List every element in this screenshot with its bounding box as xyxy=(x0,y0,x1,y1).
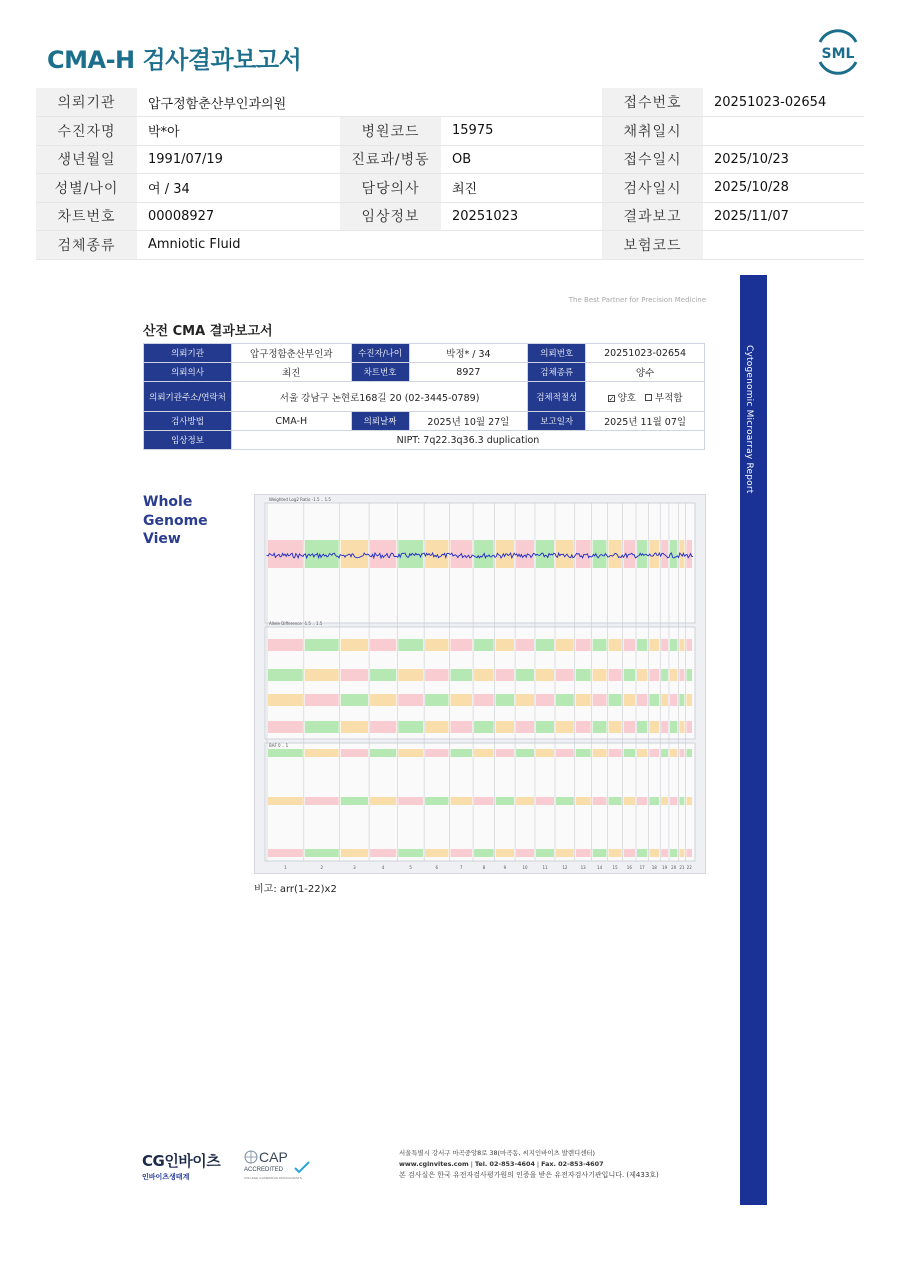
allele-band xyxy=(516,639,534,651)
info-label: 검체종류 xyxy=(36,231,137,260)
sml-logo-text: SML xyxy=(821,46,855,62)
allele-band xyxy=(624,694,635,706)
info-label: 차트번호 xyxy=(36,202,137,231)
baf-band xyxy=(398,749,423,757)
footer-cert: 본 검사실은 한국 유전자검사평가원의 인증을 받은 유전자검사기관입니다. (제433호) xyxy=(399,1171,659,1179)
chromosome-label: 16 xyxy=(626,865,632,870)
inner-label: 보고일자 xyxy=(528,412,586,431)
info-value: OB xyxy=(441,145,602,174)
allele-band xyxy=(649,721,659,733)
info-label: 병원코드 xyxy=(340,117,441,146)
log2-band xyxy=(398,540,423,568)
baf-band xyxy=(686,797,692,805)
allele-band xyxy=(556,669,574,681)
inner-row xyxy=(144,344,705,363)
chromosome-label: 21 xyxy=(679,865,685,870)
allele-band xyxy=(451,721,473,733)
info-label: 성별/나이 xyxy=(36,174,137,203)
allele-band xyxy=(679,694,684,706)
allele-band xyxy=(425,639,448,651)
allele-band xyxy=(398,694,423,706)
chromosome-label: 10 xyxy=(522,865,528,870)
allele-band xyxy=(268,669,303,681)
info-value: Amniotic Fluid xyxy=(137,231,602,260)
allele-band xyxy=(451,639,473,651)
baf-band xyxy=(398,797,423,805)
chromosome-label: 6 xyxy=(435,865,439,870)
allele-band xyxy=(624,721,635,733)
info-label: 보험코드 xyxy=(602,231,703,260)
info-value: 2025/10/23 xyxy=(703,145,864,174)
inner-label: 의뢰날짜 xyxy=(351,412,409,431)
allele-band xyxy=(556,639,574,651)
cap-sub: COLLEGE of AMERICAN PATHOLOGISTS xyxy=(244,1176,302,1180)
chromosome-label: 7 xyxy=(460,865,463,870)
allele-band xyxy=(398,639,423,651)
info-value: 2025/11/07 xyxy=(703,202,864,231)
footer-fax: Fax. 02-853-4607 xyxy=(541,1160,604,1168)
baf-band xyxy=(661,749,668,757)
info-row xyxy=(36,202,864,231)
sml-logo xyxy=(812,28,864,76)
chromosome-label: 15 xyxy=(612,865,618,870)
allele-band xyxy=(268,639,303,651)
allele-band xyxy=(679,721,684,733)
baf-band xyxy=(637,749,647,757)
info-label: 진료과/병동 xyxy=(340,145,441,174)
inner-report-table xyxy=(143,343,705,450)
allele-band xyxy=(609,721,622,733)
baf-band xyxy=(474,849,494,857)
report-sidebar xyxy=(740,275,767,1205)
baf-band xyxy=(536,749,554,757)
baf-band xyxy=(425,749,448,757)
allele-band xyxy=(670,669,677,681)
inner-value: 양수 xyxy=(586,363,705,382)
allele-band xyxy=(451,669,473,681)
baf-band xyxy=(593,749,607,757)
inner-label: 검체적절성 xyxy=(528,382,586,412)
inner-value: CMA-H xyxy=(232,412,352,431)
info-label: 접수번호 xyxy=(602,88,703,117)
inner-value: 서울 강남구 논현로168길 20 (02-3445-0789) xyxy=(232,382,528,412)
info-value: 여 / 34 xyxy=(137,174,340,203)
allele-band xyxy=(370,639,396,651)
allele-band xyxy=(474,669,494,681)
allele-band xyxy=(268,721,303,733)
log2-band xyxy=(670,540,677,568)
log2-band xyxy=(370,540,396,568)
allele-band xyxy=(649,669,659,681)
chromosome-label: 2 xyxy=(320,865,324,870)
allele-band xyxy=(624,669,635,681)
inner-value: 8927 xyxy=(409,363,528,382)
allele-band xyxy=(474,694,494,706)
allele-band xyxy=(305,639,339,651)
baf-band xyxy=(624,749,635,757)
inner-label: 차트번호 xyxy=(351,363,409,382)
baf-band xyxy=(516,849,534,857)
log2-band xyxy=(305,540,339,568)
baf-band xyxy=(686,749,692,757)
panel2-label: Allele Difference -1.5 .. 1.5 xyxy=(269,621,323,626)
allele-band xyxy=(425,694,448,706)
footer-contact xyxy=(399,1148,659,1181)
baf-band xyxy=(661,849,668,857)
chromosome-label: 13 xyxy=(580,865,586,870)
chromosome-label: 19 xyxy=(662,865,668,870)
baf-band xyxy=(661,797,668,805)
baf-band xyxy=(576,797,591,805)
chromosome-label: 3 xyxy=(353,865,356,870)
baf-band xyxy=(624,797,635,805)
chromosome-label: 5 xyxy=(409,865,412,870)
allele-band xyxy=(474,721,494,733)
chromosome-label: 17 xyxy=(639,865,645,870)
inner-value: 압구정함춘산부인과 xyxy=(232,344,352,363)
baf-band xyxy=(576,849,591,857)
baf-band xyxy=(593,849,607,857)
info-label: 채취일시 xyxy=(602,117,703,146)
cap-accredited: ACCREDITED xyxy=(244,1167,284,1173)
allele-band xyxy=(268,694,303,706)
cg-invites-logo xyxy=(142,1150,220,1182)
allele-band xyxy=(370,694,396,706)
baf-band xyxy=(670,749,677,757)
inner-report-title: 산전 CMA 결과보고서 xyxy=(143,324,273,339)
allele-band xyxy=(305,721,339,733)
chromosome-label: 20 xyxy=(671,865,677,870)
allele-band xyxy=(556,721,574,733)
allele-band xyxy=(609,669,622,681)
allele-band xyxy=(661,721,668,733)
allele-band xyxy=(536,639,554,651)
allele-band xyxy=(496,639,514,651)
info-row xyxy=(36,88,864,117)
allele-band xyxy=(576,639,591,651)
whole-genome-label: Whole Genome View xyxy=(143,494,208,547)
baf-band xyxy=(268,749,303,757)
info-value: 15975 xyxy=(441,117,602,146)
footer-contacts-line: www.cginvites.com | Tel. 02-853-4604 | Fax. 02-853-4607 xyxy=(399,1160,604,1168)
chromosome-label: 1 xyxy=(284,865,287,870)
allele-band xyxy=(496,669,514,681)
whole-genome-plot xyxy=(254,494,706,874)
allele-band xyxy=(398,721,423,733)
allele-band xyxy=(576,669,591,681)
inner-label: 임상정보 xyxy=(144,431,232,450)
info-label: 결과보고 xyxy=(602,202,703,231)
info-value: 20251023 xyxy=(441,202,602,231)
allele-band xyxy=(686,694,692,706)
baf-band xyxy=(649,849,659,857)
allele-band xyxy=(516,721,534,733)
baf-band xyxy=(649,749,659,757)
baf-band xyxy=(593,797,607,805)
inner-value: 최진 xyxy=(232,363,352,382)
baf-band xyxy=(679,749,684,757)
allele-band xyxy=(576,694,591,706)
chromosome-label: 8 xyxy=(482,865,486,870)
allele-band xyxy=(536,694,554,706)
baf-band xyxy=(341,797,368,805)
inner-label: 수진자/나이 xyxy=(351,344,409,363)
baf-band xyxy=(305,849,339,857)
sidebar-text: Cytogenomic Microarray Report xyxy=(744,345,754,494)
allele-band xyxy=(637,721,647,733)
allele-band xyxy=(556,694,574,706)
allele-band xyxy=(496,694,514,706)
allele-band xyxy=(305,694,339,706)
baf-band xyxy=(370,749,396,757)
info-label: 검사일시 xyxy=(602,174,703,203)
info-value xyxy=(703,117,864,146)
baf-band xyxy=(536,849,554,857)
baf-band xyxy=(370,797,396,805)
chromosome-label: 11 xyxy=(542,865,548,870)
allele-band xyxy=(686,639,692,651)
allele-band xyxy=(496,721,514,733)
panel1-label: Weighted Log2 Ratio -1.5 .. 1.5 xyxy=(269,497,331,502)
allele-band xyxy=(536,669,554,681)
allele-band xyxy=(649,639,659,651)
inner-row xyxy=(144,431,705,450)
baf-band xyxy=(341,849,368,857)
baf-band xyxy=(474,749,494,757)
adequacy-option-ok: 양호 xyxy=(617,392,636,404)
chromosome-label: 22 xyxy=(686,865,692,870)
info-value: 1991/07/19 xyxy=(137,145,340,174)
info-label: 수진자명 xyxy=(36,117,137,146)
log2-band xyxy=(661,540,668,568)
check-icon xyxy=(295,1162,309,1172)
baf-band xyxy=(451,849,473,857)
info-value: 2025/10/28 xyxy=(703,174,864,203)
allele-band xyxy=(474,639,494,651)
cap-accredited-logo xyxy=(243,1148,315,1182)
info-label: 의뢰기관 xyxy=(36,88,137,117)
allele-band xyxy=(593,694,607,706)
patient-info-table xyxy=(36,88,864,260)
inner-row xyxy=(144,382,705,412)
inner-value: 20251023-02654 xyxy=(586,344,705,363)
footer-address: 서울특별시 강서구 마곡중앙8로 38(마곡동, 씨지인바이츠 발렌디센터) xyxy=(399,1149,596,1157)
info-label: 생년월일 xyxy=(36,145,137,174)
allele-band xyxy=(305,669,339,681)
baf-band xyxy=(637,797,647,805)
allele-band xyxy=(398,669,423,681)
allele-band xyxy=(649,694,659,706)
allele-band xyxy=(516,694,534,706)
info-value: 압구정함춘산부인과의원 xyxy=(137,88,602,117)
inner-label: 검사방법 xyxy=(144,412,232,431)
footer-tel: Tel. 02-853-4604 xyxy=(474,1160,535,1168)
info-value: 박*아 xyxy=(137,117,340,146)
baf-band xyxy=(609,849,622,857)
inner-label: 의뢰번호 xyxy=(528,344,586,363)
baf-band xyxy=(679,849,684,857)
allele-band xyxy=(637,639,647,651)
allele-band xyxy=(670,721,677,733)
baf-band xyxy=(679,797,684,805)
baf-band xyxy=(556,749,574,757)
allele-band xyxy=(593,639,607,651)
baf-band xyxy=(516,749,534,757)
info-label: 담당의사 xyxy=(340,174,441,203)
baf-band xyxy=(670,797,677,805)
allele-band xyxy=(679,639,684,651)
log2-band xyxy=(609,540,622,568)
baf-band xyxy=(496,797,514,805)
page-title: CMA-H 검사결과보고서 xyxy=(47,46,302,74)
allele-band xyxy=(679,669,684,681)
baf-band xyxy=(556,849,574,857)
allele-band xyxy=(661,639,668,651)
chromosome-label: 4 xyxy=(381,865,385,870)
inner-label: 의뢰의사 xyxy=(144,363,232,382)
baf-band xyxy=(496,849,514,857)
allele-band xyxy=(661,694,668,706)
baf-band xyxy=(268,797,303,805)
baf-band xyxy=(609,749,622,757)
allele-band xyxy=(661,669,668,681)
inner-row xyxy=(144,412,705,431)
baf-band xyxy=(305,749,339,757)
baf-band xyxy=(686,849,692,857)
allele-band xyxy=(425,721,448,733)
allele-band xyxy=(624,639,635,651)
cap-name: CAP xyxy=(259,1149,288,1165)
checked-box-icon: ✓ xyxy=(608,394,615,403)
inner-value: 2025년 11월 07일 xyxy=(586,412,705,431)
cg-logo-sub: 인바이츠생태계 xyxy=(142,1173,190,1181)
tagline: The Best Partner for Precision Medicine xyxy=(568,296,706,304)
baf-band xyxy=(341,749,368,757)
chromosome-label: 9 xyxy=(503,865,507,870)
footer-web: www.cginvites.com xyxy=(399,1160,469,1168)
baf-band xyxy=(556,797,574,805)
adequacy-options xyxy=(586,382,705,412)
adequacy-option-bad: 부적합 xyxy=(655,392,683,404)
inner-label: 검체종류 xyxy=(528,363,586,382)
allele-band xyxy=(370,669,396,681)
inner-value: NIPT: 7q22.3q36.3 duplication xyxy=(232,431,705,450)
embedded-report-image xyxy=(140,280,710,1200)
log2-band xyxy=(593,540,607,568)
chromosome-label: 18 xyxy=(651,865,657,870)
chromosome-label: 12 xyxy=(562,865,568,870)
allele-band xyxy=(593,721,607,733)
baf-band xyxy=(268,849,303,857)
baf-band xyxy=(425,849,448,857)
info-label: 접수일시 xyxy=(602,145,703,174)
cap-seal-icon xyxy=(245,1151,257,1163)
info-value: 20251023-02654 xyxy=(703,88,864,117)
allele-band xyxy=(593,669,607,681)
baf-band xyxy=(451,749,473,757)
chromosome-label: 14 xyxy=(597,865,603,870)
unchecked-box-icon xyxy=(645,394,652,401)
baf-band xyxy=(649,797,659,805)
allele-band xyxy=(370,721,396,733)
baf-band xyxy=(637,849,647,857)
baf-band xyxy=(516,797,534,805)
info-value: 00008927 xyxy=(137,202,340,231)
info-row xyxy=(36,231,864,260)
allele-band xyxy=(341,694,368,706)
info-value: 최진 xyxy=(441,174,602,203)
info-row xyxy=(36,117,864,146)
allele-band xyxy=(670,639,677,651)
allele-band xyxy=(341,669,368,681)
baf-band xyxy=(609,797,622,805)
allele-band xyxy=(425,669,448,681)
baf-band xyxy=(536,797,554,805)
info-label: 임상정보 xyxy=(340,202,441,231)
baf-band xyxy=(624,849,635,857)
inner-value: 박정* / 34 xyxy=(409,344,528,363)
allele-band xyxy=(341,639,368,651)
baf-band xyxy=(496,749,514,757)
info-row xyxy=(36,174,864,203)
baf-band xyxy=(305,797,339,805)
baf-band xyxy=(370,849,396,857)
allele-band xyxy=(576,721,591,733)
baf-band xyxy=(451,797,473,805)
info-value xyxy=(703,231,864,260)
baf-band xyxy=(576,749,591,757)
allele-band xyxy=(670,694,677,706)
whole-genome-svg xyxy=(255,495,705,873)
inner-label: 의뢰기관주소/연락처 xyxy=(144,382,232,412)
allele-band xyxy=(686,721,692,733)
baf-band xyxy=(398,849,423,857)
panel3-label: BAF 0 .. 1 xyxy=(269,743,289,748)
allele-band xyxy=(609,694,622,706)
baf-band xyxy=(670,849,677,857)
inner-row xyxy=(144,363,705,382)
inner-label: 의뢰기관 xyxy=(144,344,232,363)
allele-band xyxy=(686,669,692,681)
baf-band xyxy=(425,797,448,805)
remark: 비고: arr(1-22)x2 xyxy=(254,884,337,895)
allele-band xyxy=(637,669,647,681)
cg-logo-name: CG인바이츠 xyxy=(142,1152,221,1170)
baf-band xyxy=(474,797,494,805)
allele-band xyxy=(637,694,647,706)
allele-band xyxy=(341,721,368,733)
allele-band xyxy=(516,669,534,681)
inner-value: 2025년 10월 27일 xyxy=(409,412,528,431)
allele-band xyxy=(451,694,473,706)
allele-band xyxy=(536,721,554,733)
allele-band xyxy=(609,639,622,651)
info-row xyxy=(36,145,864,174)
